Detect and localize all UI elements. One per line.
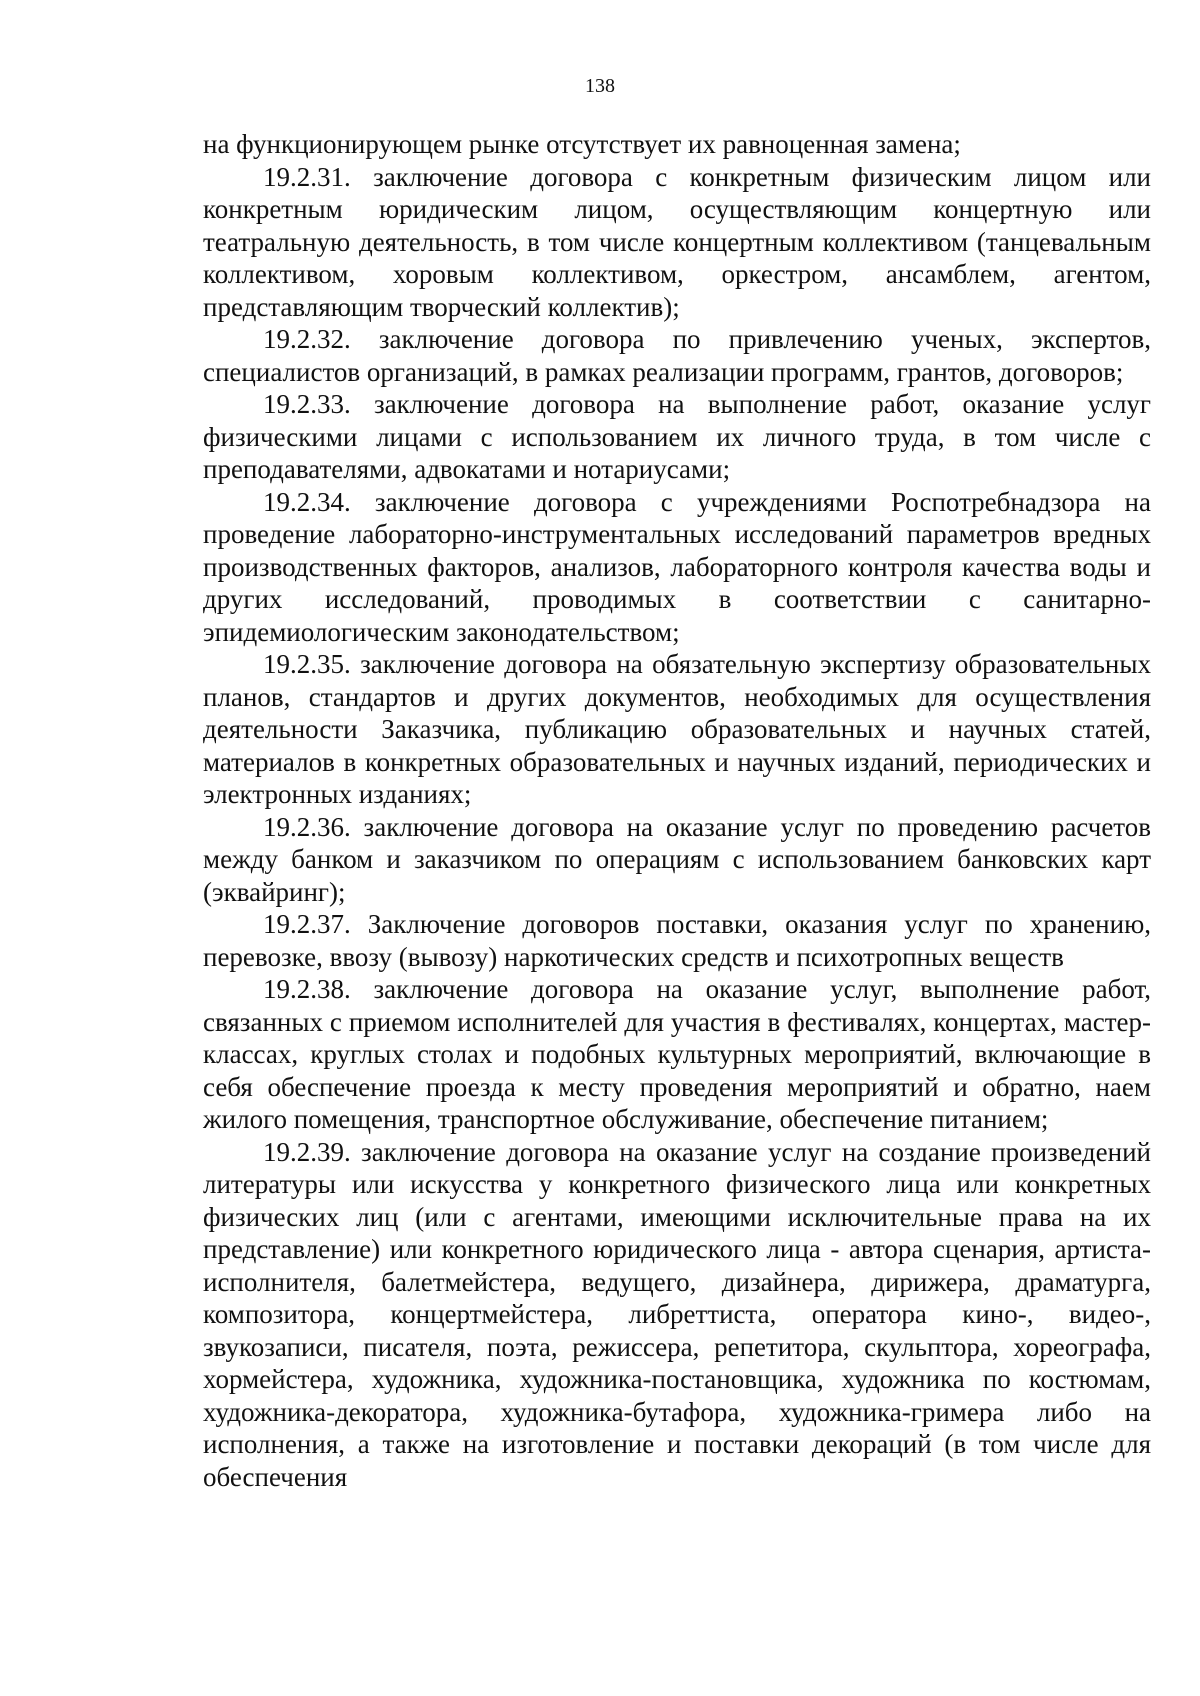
paragraph-19-2-36: 19.2.36. заключение договора на оказание услуг по проведению расчетов между банком и заказчиком по операциям с использованием банковских карт (эквайринг); [203,811,1151,907]
paragraph-19-2-32: 19.2.32. заключение договора по привлечению ученых, экспертов, специалистов организаций, в рамках реализации программ, грантов, договоров; [203,324,1151,387]
body-text [203,128,1151,1493]
paragraph-19-2-39: 19.2.39. заключение договора на оказание услуг на создание произведений литературы или искусства у конкретного физического лица или конкретных физических лиц (или с агентами, имеющими исключительные права на их представление) или конкретного юридического лица - автора сценария, артиста-исполнителя, балетмейстера, ведущего, дизайнера, дирижера, драматурга, композитора, концертмейстера, либреттиста, оператора кино-, видео-, звукозаписи, писателя, поэта, режиссера, репетитора, скульптора, хореографа, хормейстера, художника, художника-постановщика, художника по костюмам, художника-декоратора, художника-бутафора, художника-гримера либо на исполнения, а также на изготовление и поставки декораций (в том числе для обеспечения [203,1136,1151,1492]
paragraph-19-2-31: 19.2.31. заключение договора с конкретным физическим лицом или конкретным юридическим лицом, осуществляющим концертную или театральную деятельность, в том числе концертным коллективом (танцевальным коллективом, хоровым коллективом, оркестром, ансамблем, агентом, представляющим творческий коллектив); [203,161,1151,322]
paragraph-19-2-33: 19.2.33. заключение договора на выполнение работ, оказание услуг физическими лицами с использованием их личного труда, в том числе с преподавателями, адвокатами и нотариусами; [203,389,1151,484]
paragraph-continuation: на функционирующем рынке отсутствует их равноценная замена; [203,129,961,159]
paragraph-19-2-38: 19.2.38. заключение договора на оказание услуг, выполнение работ, связанных с приемом исполнителей для участия в фестивалях, концертах, мастер-классах, круглых столах и подобных культурных мероприятий, включающие в себя обеспечение проезда к месту проведения мероприятий и обратно, наем жилого помещения, транспортное обслуживание, обеспечение питанием; [203,974,1151,1134]
paragraph-19-2-35: 19.2.35. заключение договора на обязательную экспертизу образовательных планов, стандартов и других документов, необходимых для осуществления деятельности Заказчика, публикацию образовательных и научных статей, материалов в конкретных образовательных и научных изданий, периодических и электронных изданиях; [203,649,1151,809]
paragraph-19-2-37: 19.2.37. Заключение договоров поставки, оказания услуг по хранению, перевозке, ввозу (вывозу) наркотических средств и психотропных веществ [203,909,1151,972]
page-number: 138 [585,75,615,97]
paragraph-19-2-34: 19.2.34. заключение договора с учреждениями Роспотребнадзора на проведение лабораторно-инструментальных исследований параметров вредных производственных факторов, анализов, лабораторного контроля качества воды и других исследований, проводимых в соответствии с санитарно-эпидемиологическим законодательством; [203,486,1151,647]
